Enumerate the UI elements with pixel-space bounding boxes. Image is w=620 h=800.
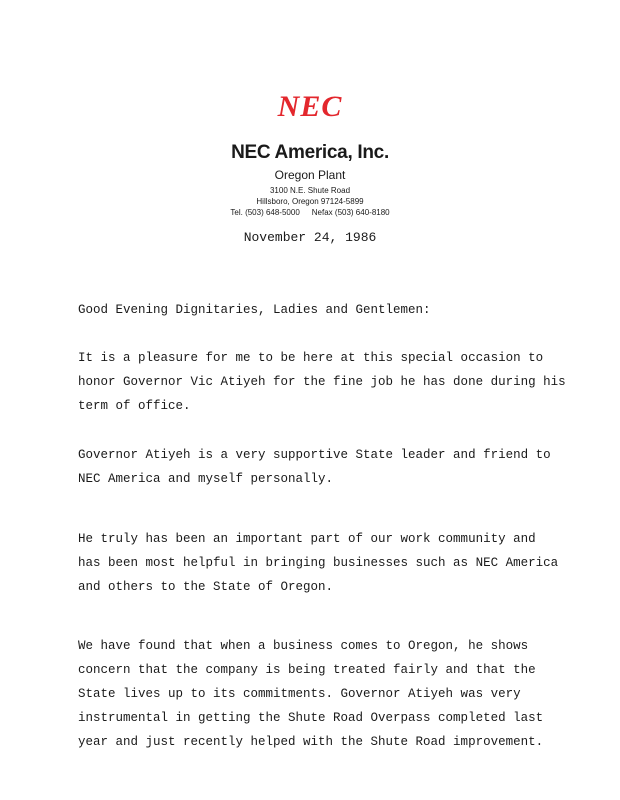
company-name: NEC America, Inc. [231, 142, 389, 163]
plant-name: Oregon Plant [274, 168, 346, 182]
text-line: concern that the company is being treated fairly and that the [78, 663, 536, 677]
text-line: and others to the State of Oregon. [78, 580, 334, 594]
text-line: NEC America and myself personally. [78, 472, 334, 486]
text-line: State lives up to its commitments. Governor Atiyeh was very [78, 687, 521, 701]
fax-number: Nefax (503) 640-8180 [311, 208, 390, 217]
text-line: instrumental in getting the Shute Road Overpass completed last [78, 711, 544, 725]
address-street: 3100 N.E. Shute Road [269, 186, 351, 195]
text-line: It is a pleasure for me to be here at this special occasion to [78, 351, 544, 365]
address-city: Hillsboro, Oregon 97124-5899 [256, 197, 364, 206]
paragraph-4 [78, 634, 578, 754]
text-line: honor Governor Vic Atiyeh for the fine job he has done during his [78, 375, 566, 389]
text-line: year and just recently helped with the Shute Road improvement. [78, 735, 544, 749]
letter-date: November 24, 1986 [243, 230, 377, 245]
text-line: He truly has been an important part of our work community and [78, 532, 536, 546]
nec-logo: NEC [277, 90, 343, 123]
paragraph-3 [78, 527, 578, 599]
contact-numbers [0, 208, 620, 217]
telephone: Tel. (503) 648-5000 [230, 208, 300, 217]
greeting [78, 298, 578, 322]
paragraph-2 [78, 443, 578, 491]
text-line: has been most helpful in bringing businesses such as NEC America [78, 556, 559, 570]
greeting-line: Good Evening Dignitaries, Ladies and Gentlemen: [78, 303, 431, 317]
text-line: Governor Atiyeh is a very supportive State leader and friend to [78, 448, 551, 462]
paragraph-1 [78, 346, 578, 418]
text-line: term of office. [78, 399, 191, 413]
text-line: We have found that when a business comes to Oregon, he shows [78, 639, 529, 653]
